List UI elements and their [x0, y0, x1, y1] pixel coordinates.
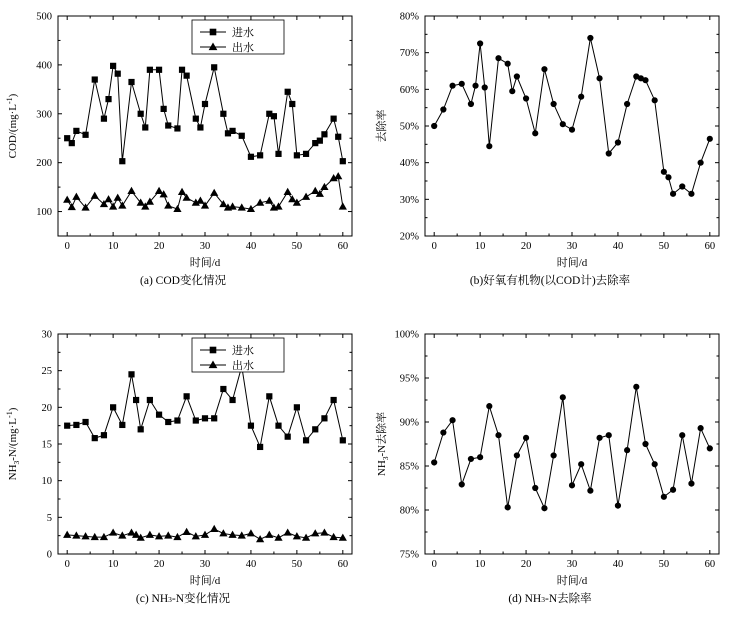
- data-point-marker: [221, 386, 226, 391]
- data-point-marker: [533, 485, 538, 490]
- legend-label: 进水: [232, 27, 254, 39]
- panel-a-plot: [0, 0, 366, 285]
- data-point-marker: [551, 101, 556, 106]
- data-point-marker: [276, 151, 281, 156]
- data-point-marker: [340, 203, 347, 209]
- data-point-marker: [441, 107, 446, 112]
- data-point-marker: [569, 483, 574, 488]
- data-point-marker: [267, 394, 272, 399]
- panel-d-caption: (d) NH3-N去除率: [508, 593, 592, 605]
- data-point-marker: [111, 63, 116, 68]
- data-point-marker: [271, 114, 276, 119]
- data-point-marker: [606, 433, 611, 438]
- data-point-marker: [680, 433, 685, 438]
- data-point-marker: [179, 189, 186, 195]
- y-tick-label: 25: [41, 366, 52, 378]
- data-point-marker: [202, 101, 207, 106]
- data-point-marker: [615, 503, 620, 508]
- panel-c-caption: (c) NH3-N变化情况: [135, 593, 231, 605]
- panel-a-svg: [0, 0, 366, 285]
- data-point-marker: [74, 422, 79, 427]
- y-tick-label: 20: [41, 402, 52, 414]
- series-line: [67, 366, 343, 447]
- panel-b-plot: [367, 0, 733, 285]
- panel-a-caption: (a) COD变化情况: [140, 275, 226, 287]
- data-point-marker: [120, 422, 125, 427]
- data-point-marker: [248, 423, 253, 428]
- data-point-marker: [560, 122, 565, 127]
- data-point-marker: [670, 191, 675, 196]
- y-tick-label: 500: [36, 11, 52, 23]
- y-tick-label: 80%: [399, 11, 419, 23]
- data-point-marker: [634, 384, 639, 389]
- data-point-marker: [450, 418, 455, 423]
- data-point-marker: [197, 198, 204, 204]
- x-axis-title: 时间/d: [556, 257, 588, 269]
- y-tick-label: 20%: [399, 231, 419, 243]
- data-point-marker: [303, 438, 308, 443]
- x-tick-label: 30: [566, 241, 578, 252]
- data-point-marker: [248, 530, 255, 536]
- data-point-marker: [289, 196, 296, 202]
- data-point-marker: [303, 194, 310, 200]
- data-point-marker: [652, 98, 657, 103]
- data-point-marker: [496, 433, 501, 438]
- data-point-marker: [166, 419, 171, 424]
- data-point-marker: [179, 67, 184, 72]
- x-tick-label: 20: [520, 241, 532, 252]
- data-point-marker: [510, 89, 515, 94]
- data-point-marker: [666, 175, 671, 180]
- x-tick-label: 30: [566, 559, 578, 570]
- data-point-marker: [450, 83, 455, 88]
- data-point-marker: [276, 423, 281, 428]
- data-point-marker: [698, 160, 703, 165]
- data-point-marker: [230, 397, 235, 402]
- panel-d-plot: [367, 318, 733, 603]
- y-tick-label: 60%: [399, 84, 419, 96]
- y-tick-label: 95%: [399, 373, 419, 385]
- data-point-marker: [198, 125, 203, 130]
- data-point-marker: [212, 416, 217, 421]
- data-point-marker: [156, 188, 163, 194]
- data-point-marker: [211, 190, 218, 196]
- data-point-marker: [336, 134, 341, 139]
- data-point-marker: [579, 462, 584, 467]
- x-tick-label: 60: [337, 559, 349, 570]
- x-axis-title: 时间/d: [189, 575, 221, 587]
- data-point-marker: [322, 132, 327, 137]
- y-tick-label: 15: [41, 439, 52, 451]
- series-line: [434, 38, 710, 194]
- data-point-marker: [340, 438, 345, 443]
- panel-d-svg: [367, 318, 733, 603]
- data-point-marker: [110, 529, 117, 535]
- data-point-marker: [478, 455, 483, 460]
- data-point-marker: [294, 153, 299, 158]
- y-axis-title: [374, 412, 390, 476]
- y-tick-label: 70%: [399, 48, 419, 60]
- y-tick-label: 40%: [399, 158, 419, 170]
- panel-d: [367, 318, 733, 618]
- data-point-marker: [459, 81, 464, 86]
- x-tick-label: 0: [64, 241, 70, 252]
- data-point-marker: [505, 61, 510, 66]
- x-tick-label: 30: [199, 559, 211, 570]
- data-point-marker: [542, 67, 547, 72]
- svg-text:NH3-N/(mg·L-1): $NH_3-N/(mg\cdot L^{-1})$: [5, 407, 21, 481]
- data-point-marker: [220, 530, 227, 536]
- data-point-marker: [597, 435, 602, 440]
- data-point-marker: [514, 74, 519, 79]
- legend-label: 出水: [232, 42, 254, 54]
- data-point-marker: [588, 35, 593, 40]
- data-point-marker: [129, 372, 134, 377]
- data-point-marker: [340, 159, 345, 164]
- data-point-marker: [147, 532, 154, 538]
- data-point-marker: [129, 79, 134, 84]
- x-tick-label: 40: [245, 559, 257, 570]
- plot-frame: [425, 334, 719, 554]
- y-tick-label: 30%: [399, 194, 419, 206]
- data-point-marker: [542, 506, 547, 511]
- data-point-marker: [523, 96, 528, 101]
- data-point-marker: [183, 529, 190, 535]
- data-point-marker: [69, 141, 74, 146]
- data-point-marker: [625, 448, 630, 453]
- series-line: [434, 387, 710, 508]
- y-axis-title: [5, 93, 19, 158]
- data-point-marker: [597, 76, 602, 81]
- data-point-marker: [478, 41, 483, 46]
- data-point-marker: [707, 136, 712, 141]
- data-point-marker: [266, 532, 273, 538]
- data-point-marker: [294, 405, 299, 410]
- data-point-marker: [303, 151, 308, 156]
- data-point-marker: [290, 101, 295, 106]
- y-tick-label: 50%: [399, 121, 419, 133]
- data-point-marker: [111, 405, 116, 410]
- x-tick-label: 30: [199, 241, 211, 252]
- data-point-marker: [193, 116, 198, 121]
- x-tick-label: 10: [474, 241, 486, 252]
- data-point-marker: [184, 394, 189, 399]
- y-tick-label: 30: [41, 329, 52, 341]
- x-tick-label: 50: [658, 559, 670, 570]
- data-point-marker: [83, 132, 88, 137]
- plot-frame: [425, 16, 719, 236]
- x-tick-label: 40: [245, 241, 257, 252]
- data-point-marker: [335, 173, 342, 179]
- data-point-marker: [202, 416, 207, 421]
- data-point-marker: [138, 111, 143, 116]
- x-axis-title: 时间/d: [556, 575, 588, 587]
- svg-text:去除率: 去除率: [376, 109, 388, 143]
- data-point-marker: [313, 427, 318, 432]
- data-point-marker: [210, 347, 216, 353]
- data-point-marker: [105, 196, 112, 202]
- data-point-marker: [459, 482, 464, 487]
- data-point-marker: [92, 77, 97, 82]
- data-point-marker: [652, 462, 657, 467]
- data-point-marker: [707, 446, 712, 451]
- data-point-marker: [258, 153, 263, 158]
- data-point-marker: [670, 487, 675, 492]
- data-point-marker: [114, 195, 121, 201]
- data-point-marker: [175, 418, 180, 423]
- data-point-marker: [106, 97, 111, 102]
- x-tick-label: 10: [474, 559, 486, 570]
- data-point-marker: [698, 426, 703, 431]
- data-point-marker: [514, 453, 519, 458]
- y-tick-label: 85%: [399, 461, 419, 473]
- data-point-marker: [110, 203, 117, 209]
- y-tick-label: 400: [36, 60, 52, 72]
- x-tick-label: 60: [704, 559, 716, 570]
- data-point-marker: [161, 106, 166, 111]
- y-tick-label: 80%: [399, 505, 419, 517]
- y-tick-label: 100: [36, 207, 52, 219]
- y-tick-label: 300: [36, 109, 52, 121]
- data-point-marker: [165, 532, 172, 538]
- y-axis-title: [374, 110, 388, 143]
- data-point-marker: [64, 197, 71, 203]
- y-tick-label: 10: [41, 476, 52, 488]
- data-point-marker: [248, 154, 253, 159]
- panel-c: [0, 318, 366, 618]
- data-point-marker: [312, 188, 319, 194]
- data-point-marker: [143, 125, 148, 130]
- data-point-marker: [533, 131, 538, 136]
- y-axis-title: [5, 407, 21, 480]
- data-point-marker: [165, 202, 172, 208]
- data-point-marker: [285, 89, 290, 94]
- data-point-marker: [147, 397, 152, 402]
- x-tick-label: 60: [337, 241, 349, 252]
- y-tick-label: 200: [36, 158, 52, 170]
- data-point-marker: [74, 128, 79, 133]
- data-point-marker: [128, 188, 135, 194]
- data-point-marker: [156, 67, 161, 72]
- x-tick-label: 40: [612, 559, 624, 570]
- data-point-marker: [468, 456, 473, 461]
- data-point-marker: [166, 123, 171, 128]
- data-point-marker: [523, 435, 528, 440]
- panel-b-svg: [367, 0, 733, 285]
- panel-a: [0, 0, 366, 300]
- data-point-marker: [266, 198, 273, 204]
- data-point-marker: [285, 434, 290, 439]
- x-tick-label: 20: [153, 241, 165, 252]
- panel-c-svg: [0, 318, 366, 603]
- legend-label: 出水: [232, 360, 254, 372]
- data-point-marker: [138, 427, 143, 432]
- data-point-marker: [128, 529, 135, 535]
- data-point-marker: [101, 433, 106, 438]
- svg-text:COD/(mg·L-1): COD/$(mg\cdot L^{-1})$: [5, 93, 19, 159]
- y-tick-label: 90%: [399, 417, 419, 429]
- panel-b: [367, 0, 733, 300]
- data-point-marker: [212, 65, 217, 70]
- x-tick-label: 20: [153, 559, 165, 570]
- data-point-marker: [258, 444, 263, 449]
- data-point-marker: [330, 534, 337, 540]
- x-tick-label: 50: [658, 241, 670, 252]
- data-point-marker: [69, 204, 76, 210]
- data-point-marker: [689, 481, 694, 486]
- y-tick-label: 0: [46, 549, 52, 561]
- data-point-marker: [184, 73, 189, 78]
- data-point-marker: [101, 116, 106, 121]
- data-point-marker: [487, 404, 492, 409]
- data-point-marker: [569, 127, 574, 132]
- data-point-marker: [257, 536, 264, 542]
- data-point-marker: [661, 169, 666, 174]
- y-tick-label: 75%: [399, 549, 419, 561]
- data-point-marker: [432, 460, 437, 465]
- data-point-marker: [625, 101, 630, 106]
- data-point-marker: [689, 191, 694, 196]
- data-point-marker: [284, 189, 291, 195]
- data-point-marker: [331, 116, 336, 121]
- data-point-marker: [468, 101, 473, 106]
- x-tick-label: 20: [520, 559, 532, 570]
- data-point-marker: [322, 416, 327, 421]
- x-tick-label: 60: [704, 241, 716, 252]
- data-point-marker: [115, 71, 120, 76]
- data-point-marker: [284, 529, 291, 535]
- data-point-marker: [317, 138, 322, 143]
- data-point-marker: [120, 159, 125, 164]
- y-tick-label: 5: [46, 512, 52, 524]
- data-point-marker: [661, 494, 666, 499]
- svg-text:NH3-N去除率: $NH_3-N$去除率: [376, 411, 390, 477]
- data-point-marker: [156, 412, 161, 417]
- data-point-marker: [579, 94, 584, 99]
- data-point-marker: [680, 184, 685, 189]
- data-point-marker: [615, 140, 620, 145]
- x-tick-label: 0: [431, 241, 437, 252]
- data-point-marker: [487, 144, 492, 149]
- data-point-marker: [202, 532, 209, 538]
- data-point-marker: [210, 29, 216, 35]
- data-point-marker: [193, 418, 198, 423]
- x-tick-label: 50: [291, 241, 303, 252]
- data-point-marker: [482, 85, 487, 90]
- x-tick-label: 50: [291, 559, 303, 570]
- series-line: [67, 66, 343, 161]
- data-point-marker: [147, 67, 152, 72]
- data-point-marker: [133, 397, 138, 402]
- data-point-marker: [239, 133, 244, 138]
- legend-label: 进水: [232, 345, 254, 357]
- y-tick-label: 100%: [394, 329, 419, 341]
- data-point-marker: [229, 203, 236, 209]
- data-point-marker: [588, 488, 593, 493]
- data-point-marker: [551, 453, 556, 458]
- data-point-marker: [331, 397, 336, 402]
- data-point-marker: [441, 430, 446, 435]
- data-point-marker: [92, 436, 97, 441]
- x-tick-label: 40: [612, 241, 624, 252]
- data-point-marker: [73, 194, 80, 200]
- data-point-marker: [432, 123, 437, 128]
- data-point-marker: [505, 505, 510, 510]
- data-point-marker: [321, 529, 328, 535]
- data-point-marker: [211, 526, 218, 532]
- data-point-marker: [92, 193, 99, 199]
- panel-c-plot: [0, 318, 366, 603]
- data-point-marker: [473, 83, 478, 88]
- data-point-marker: [643, 78, 648, 83]
- x-tick-label: 10: [107, 241, 119, 252]
- x-tick-label: 0: [64, 559, 70, 570]
- data-point-marker: [560, 395, 565, 400]
- x-tick-label: 0: [431, 559, 437, 570]
- data-point-marker: [230, 128, 235, 133]
- data-point-marker: [65, 423, 70, 428]
- data-point-marker: [64, 532, 71, 538]
- x-tick-label: 10: [107, 559, 119, 570]
- data-point-marker: [221, 111, 226, 116]
- data-point-marker: [606, 151, 611, 156]
- data-point-marker: [275, 203, 282, 209]
- data-point-marker: [83, 419, 88, 424]
- x-axis-title: 时间/d: [189, 257, 221, 269]
- data-point-marker: [496, 56, 501, 61]
- panel-b-caption: (b)好氧有机物(以COD计)去除率: [469, 275, 631, 287]
- data-point-marker: [175, 126, 180, 131]
- data-point-marker: [643, 441, 648, 446]
- data-point-marker: [119, 202, 126, 208]
